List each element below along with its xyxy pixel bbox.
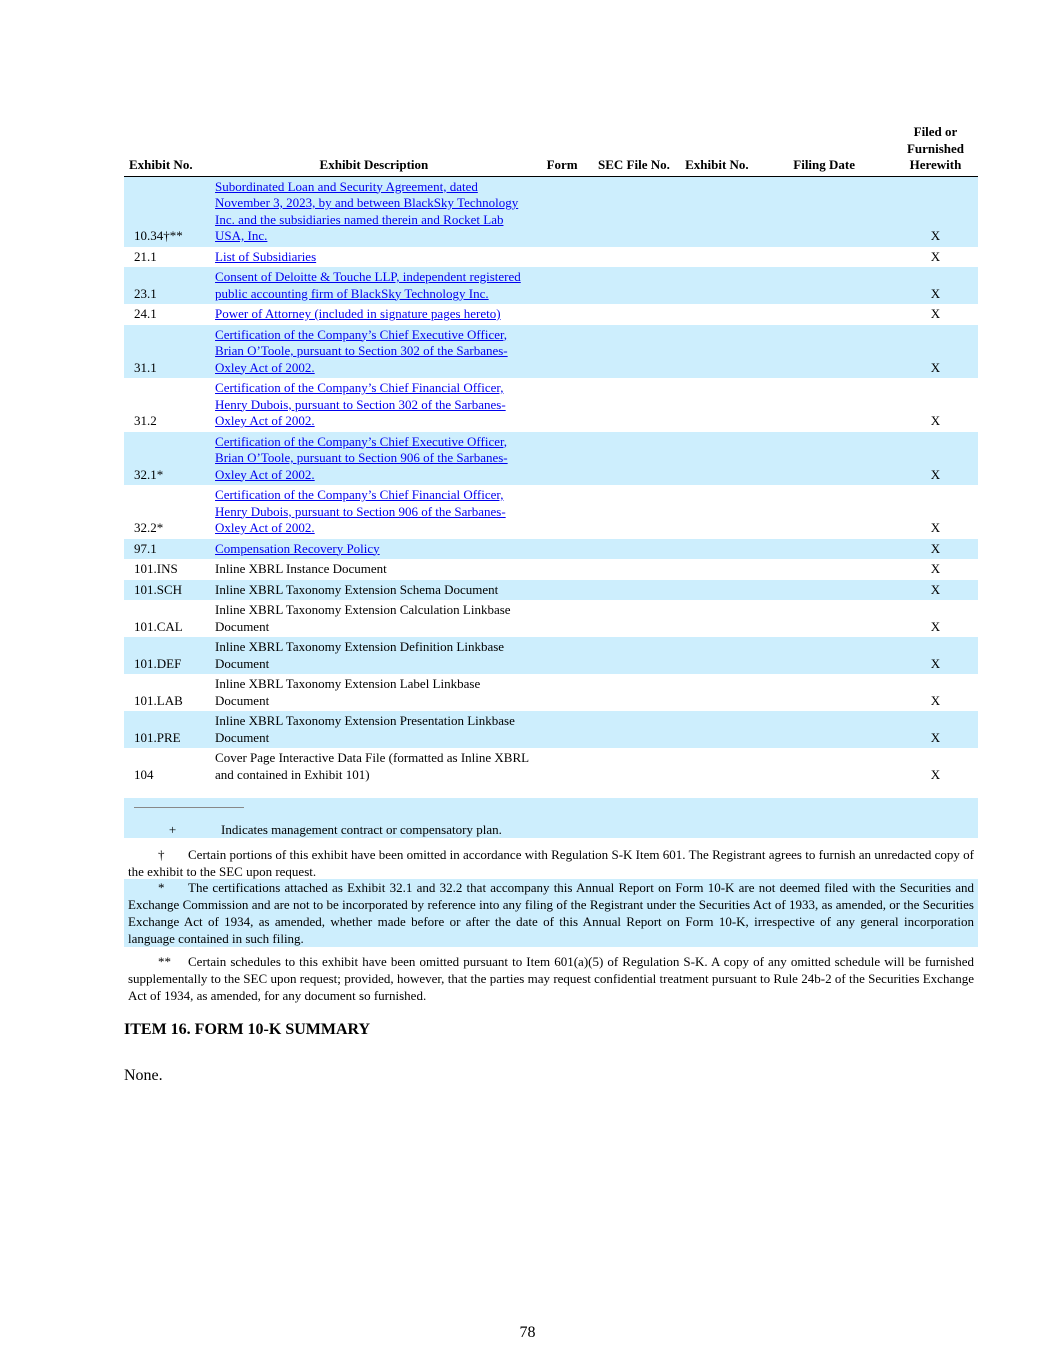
- filed-mark: X: [893, 176, 978, 247]
- footnote-rule: [134, 807, 244, 808]
- exhibit-number: 32.2*: [134, 520, 164, 535]
- exhibit-description: Inline XBRL Taxonomy Extension Schema Document: [213, 580, 535, 601]
- table-header-row: [124, 124, 978, 176]
- exhibit-number: 101.INS: [134, 561, 178, 576]
- exhibit-description: Inline XBRL Taxonomy Extension Calculation Linkbase Document: [215, 602, 511, 634]
- filed-mark: X: [893, 637, 978, 674]
- table-row: [124, 559, 978, 580]
- exhibit-number: 32.1*: [124, 432, 213, 486]
- header-exhibit-no: Exhibit No.: [124, 124, 213, 176]
- table-row: [124, 485, 978, 539]
- filed-mark: X: [893, 711, 978, 748]
- filed-mark: X: [930, 248, 941, 264]
- filed-mark: X: [893, 267, 978, 304]
- table-row: [124, 539, 978, 560]
- exhibit-link[interactable]: Certification of the Company’s Chief Executive Officer, Brian O’Toole, pursuant to Section 906 of the Sarbanes-Oxley Act of 2002.: [215, 433, 508, 482]
- filed-mark: X: [930, 520, 941, 535]
- table-row: [124, 432, 978, 486]
- footnote-plus: [124, 822, 978, 838]
- header-exhibit-description: Exhibit Description: [213, 124, 535, 176]
- header-filed-line3: Herewith: [909, 157, 962, 172]
- table-row: [124, 325, 978, 379]
- footnote-text: Certain portions of this exhibit have been omitted in accordance with Regulation S-K Item 601. The Registrant agrees to furnish an unredacted copy of the exhibit to the SEC upon request.: [128, 847, 974, 879]
- header-filed-herewith: [893, 124, 978, 176]
- exhibit-number: 23.1: [124, 267, 213, 304]
- table-row: [124, 580, 978, 601]
- filed-mark: X: [893, 432, 978, 486]
- page-number: 78: [519, 1324, 536, 1341]
- item16-body: None.: [124, 1067, 163, 1084]
- exhibit-table: [124, 124, 978, 785]
- footnote-mark: *: [158, 880, 165, 895]
- exhibit-number: 31.1: [124, 325, 213, 379]
- exhibit-number: 24.1: [134, 306, 157, 321]
- footnote-dagger: [124, 846, 978, 880]
- filed-mark: X: [930, 561, 941, 576]
- exhibit-number: 97.1: [124, 539, 213, 560]
- filed-mark: X: [930, 306, 941, 321]
- table-row: [124, 748, 978, 785]
- exhibit-link[interactable]: Subordinated Loan and Security Agreement, dated November 3, 2023, by and between BlackSky Technology Inc. and the subsidiaries named therein and Rocket Lab USA, Inc.: [215, 178, 519, 243]
- filed-mark: X: [893, 580, 978, 601]
- filed-mark: X: [930, 766, 941, 782]
- exhibit-number: 101.PRE: [124, 711, 213, 748]
- header-filed-line2: Furnished: [906, 140, 965, 156]
- filed-mark: X: [893, 325, 978, 379]
- item16-heading: ITEM 16. FORM 10-K SUMMARY: [124, 1021, 371, 1038]
- table-row: [124, 378, 978, 432]
- footnote-mark: †: [158, 847, 165, 862]
- table-row: [124, 176, 978, 247]
- header-filed-line1: Filed or: [913, 124, 958, 139]
- header-exhibit-no-2: Exhibit No.: [678, 124, 755, 176]
- exhibit-description: Inline XBRL Taxonomy Extension Label Linkbase Document: [215, 676, 481, 708]
- footnote-text: Certain schedules to this exhibit have been omitted pursuant to Item 601(a)(5) of Regulation S-K. A copy of any omitted schedule will be furnished supplementally to the SEC upon request; provided, however, that the parties may request confidential treatment pursuant to Rule 24b-2 of the Securities Exchange Act of 1934, as amended, for any document so furnished.: [128, 954, 974, 1003]
- table-row: [124, 267, 978, 304]
- filed-mark: X: [930, 413, 941, 428]
- exhibit-number: 101.DEF: [124, 637, 213, 674]
- filed-mark: X: [930, 618, 941, 634]
- table-row: [124, 674, 978, 711]
- table-row: [124, 711, 978, 748]
- header-sec-file-no: SEC File No.: [589, 124, 678, 176]
- exhibit-number: 104: [134, 766, 154, 782]
- table-row: [124, 600, 978, 637]
- exhibit-link[interactable]: Consent of Deloitte & Touche LLP, independent registered public accounting firm of BlackSky Technology Inc.: [215, 269, 521, 301]
- header-filing-date: Filing Date: [755, 124, 893, 176]
- footnote-double-star: [124, 953, 978, 1004]
- exhibit-link[interactable]: List of Subsidiaries: [215, 248, 317, 264]
- footnote-star: [124, 879, 978, 947]
- exhibit-link[interactable]: Certification of the Company’s Chief Financial Officer, Henry Dubois, pursuant to Section 302 of the Sarbanes-Oxley Act of 2002.: [215, 380, 506, 428]
- footnote-mark: +: [168, 822, 177, 837]
- exhibit-number: 101.LAB: [134, 692, 183, 708]
- exhibit-number: 101.SCH: [124, 580, 213, 601]
- exhibit-number: 10.34†**: [124, 176, 213, 247]
- exhibit-description: Inline XBRL Instance Document: [215, 561, 387, 576]
- exhibit-number: 21.1: [134, 248, 157, 264]
- exhibit-link[interactable]: Certification of the Company’s Chief Financial Officer, Henry Dubois, pursuant to Section 906 of the Sarbanes-Oxley Act of 2002.: [215, 487, 506, 535]
- footnote-text: Indicates management contract or compensatory plan.: [221, 822, 502, 837]
- exhibit-description: Inline XBRL Taxonomy Extension Presentation Linkbase Document: [213, 711, 535, 748]
- exhibit-number: 101.CAL: [134, 618, 183, 634]
- filed-mark: X: [930, 692, 941, 708]
- exhibit-link[interactable]: Certification of the Company’s Chief Executive Officer, Brian O’Toole, pursuant to Section 302 of the Sarbanes-Oxley Act of 2002.: [215, 326, 508, 375]
- exhibit-number: 31.2: [134, 413, 157, 428]
- table-row: [124, 304, 978, 325]
- table-row: [124, 247, 978, 268]
- footnote-mark: **: [158, 954, 171, 969]
- exhibit-description: Inline XBRL Taxonomy Extension Definition Linkbase Document: [213, 637, 535, 674]
- filed-mark: X: [893, 539, 978, 560]
- exhibit-link[interactable]: Compensation Recovery Policy: [215, 540, 380, 556]
- footnote-text: The certifications attached as Exhibit 32.1 and 32.2 that accompany this Annual Report on Form 10-K are not deemed filed with the Securities and Exchange Commission and are not to be incorporated by reference into any filing of the Registrant under the Securities Act of 1933, as amended, or the Securities Exchange Act of 1934, as amended, whether made before or after the date of this Annual Report on Form 10-K, irrespective of any general incorporation language contained in such filing.: [128, 880, 974, 946]
- table-row: [124, 637, 978, 674]
- header-form: Form: [535, 124, 590, 176]
- exhibit-description: Cover Page Interactive Data File (formatted as Inline XBRL and contained in Exhibit 101): [215, 750, 529, 782]
- exhibit-link[interactable]: Power of Attorney (included in signature pages hereto): [215, 306, 501, 321]
